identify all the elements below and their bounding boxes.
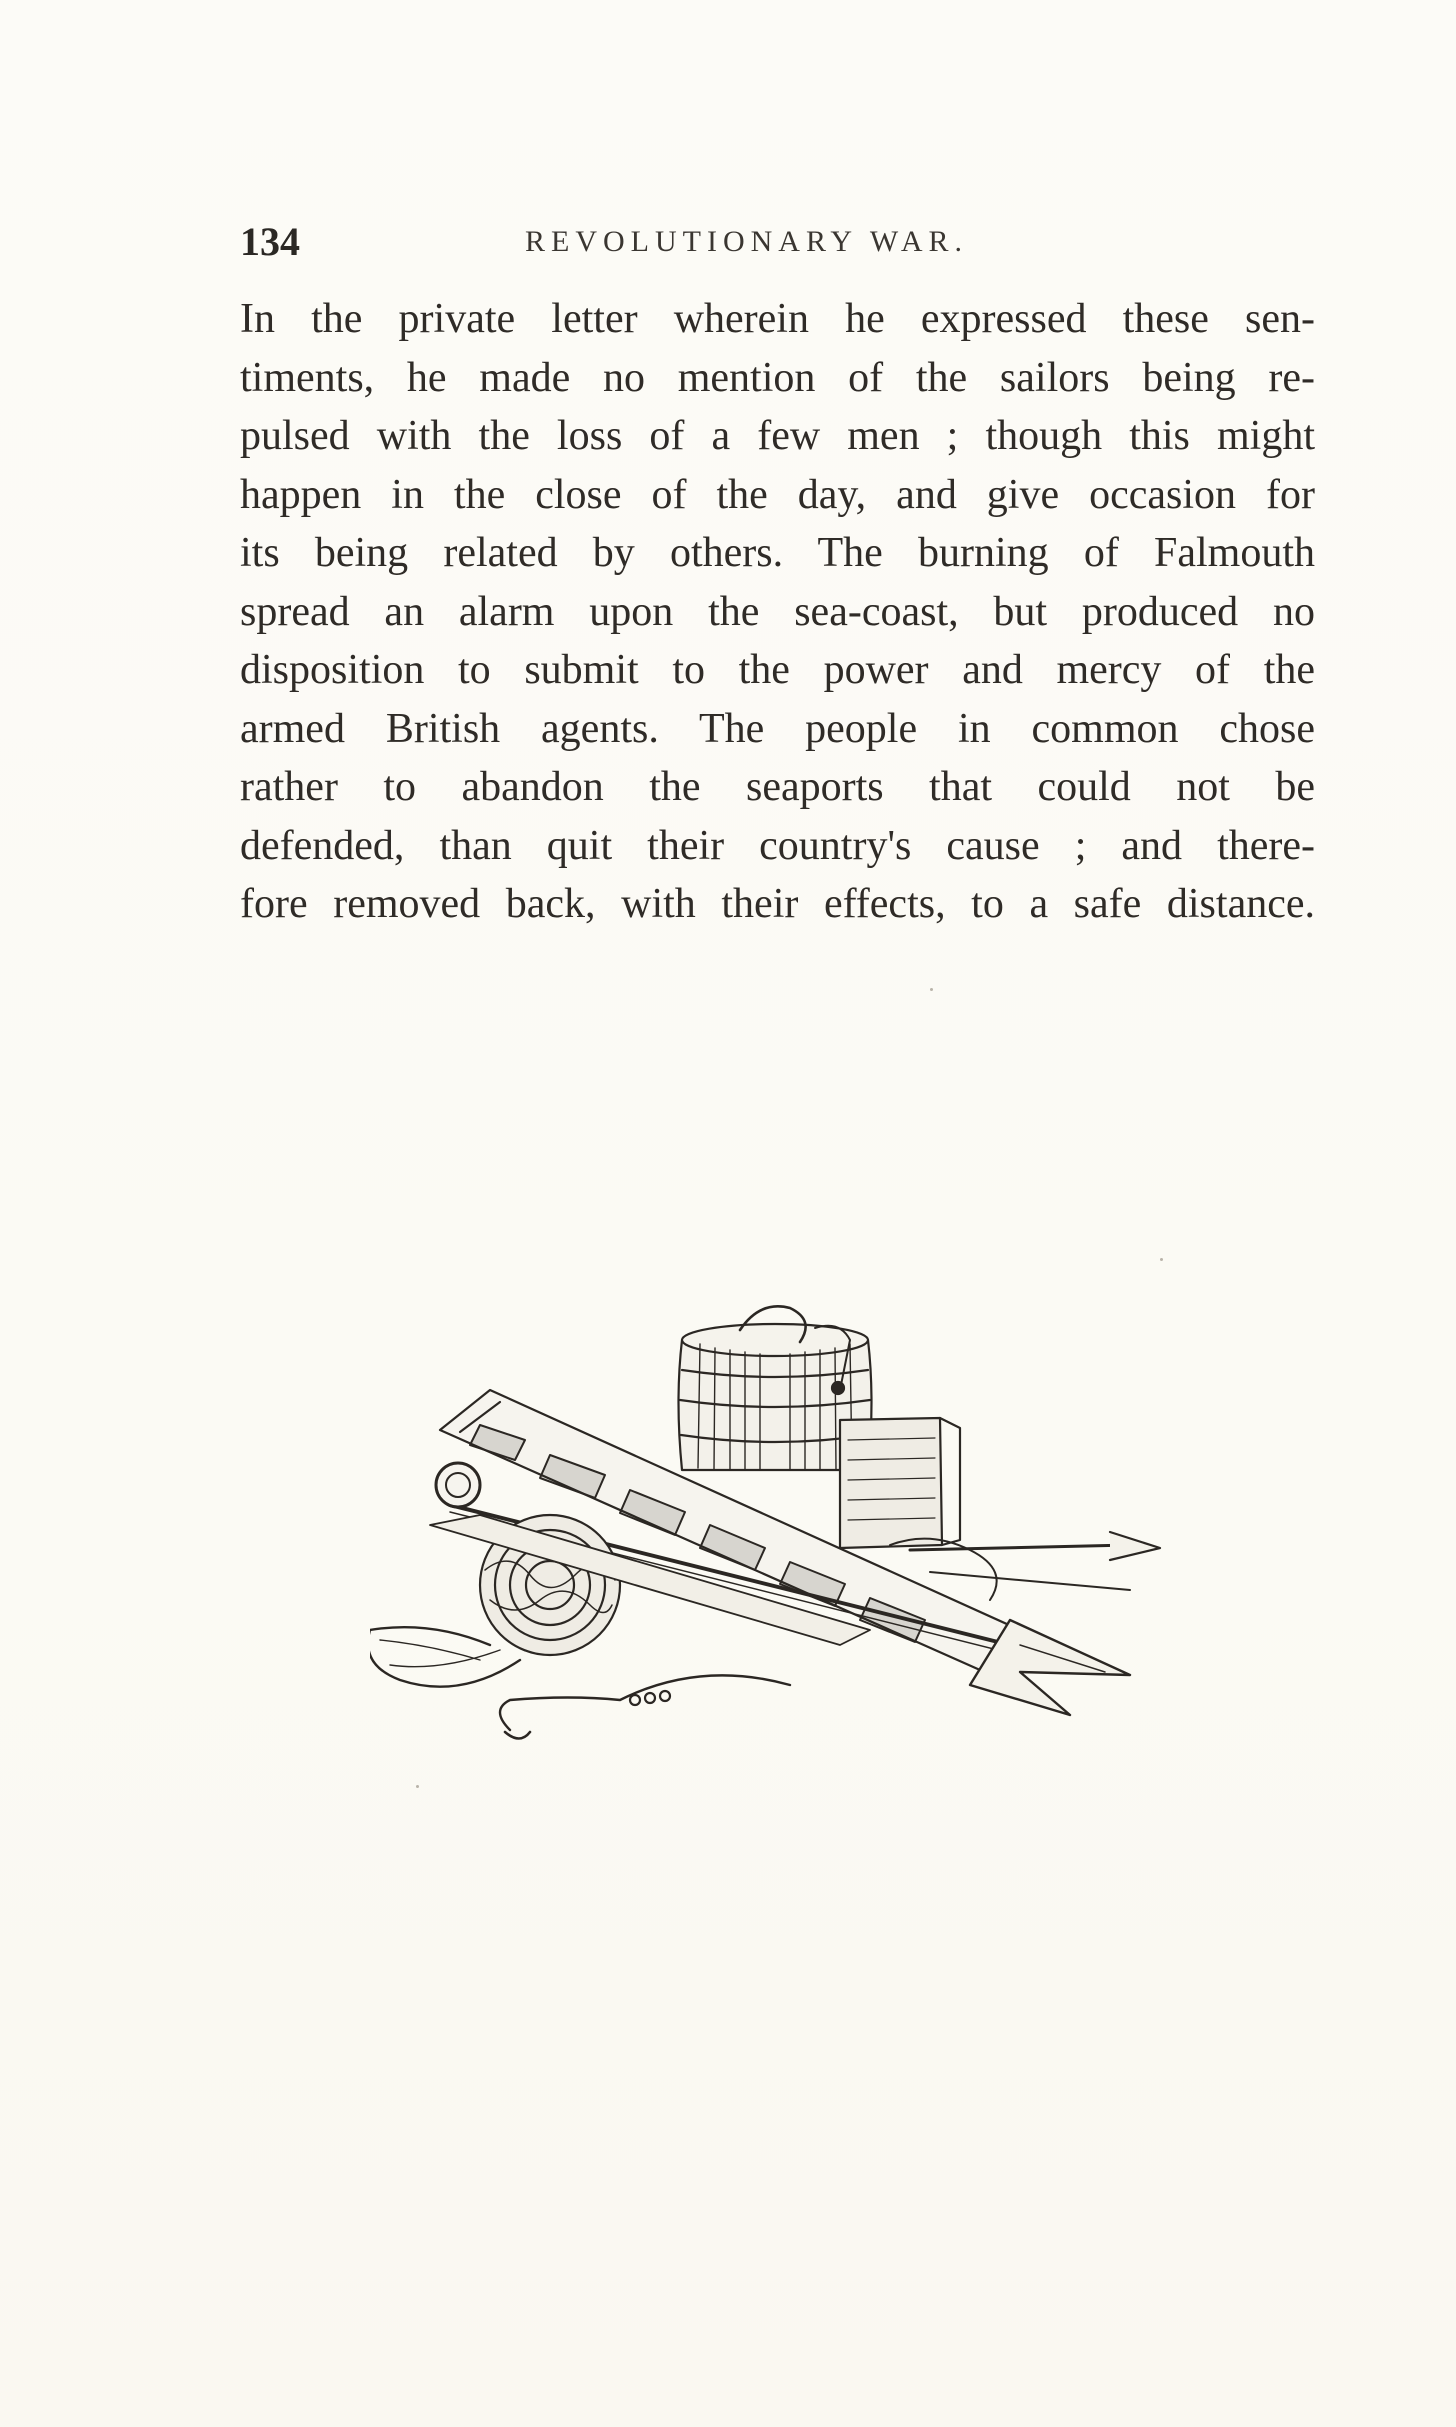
text-line: defended, than quit their country's cause ; and there- <box>240 822 1315 869</box>
page-number: 134 <box>240 219 300 264</box>
paper-speck <box>930 988 933 991</box>
paper-speck <box>1160 1258 1163 1261</box>
crate-icon <box>840 1418 960 1548</box>
body-paragraph <box>240 290 1315 934</box>
text-line: spread an alarm upon the sea-coast, but produced no <box>240 588 1315 635</box>
text-line: fore removed back, with their effects, to a safe distance. <box>240 881 1315 927</box>
text-line: armed British agents. The people in common chose <box>240 705 1315 752</box>
paper-speck <box>416 1785 419 1788</box>
text-line: In the private letter wherein he expressed these sen- <box>240 296 1315 342</box>
text-line: rather to abandon the seaports that could not be <box>240 764 1315 810</box>
page-header <box>240 218 1315 268</box>
text-line: pulsed with the loss of a few men ; though this might <box>240 413 1315 459</box>
text-line: disposition to submit to the power and mercy of the <box>240 647 1315 693</box>
nautical-tailpiece-icon <box>370 1300 1170 1770</box>
running-title: REVOLUTIONARY WAR. <box>525 225 968 258</box>
text-line: happen in the close of the day, and give occasion for <box>240 471 1315 518</box>
text-line: timents, he made no mention of the sailors being re- <box>240 354 1315 401</box>
text-line: its being related by others. The burning of Falmouth <box>240 530 1315 576</box>
